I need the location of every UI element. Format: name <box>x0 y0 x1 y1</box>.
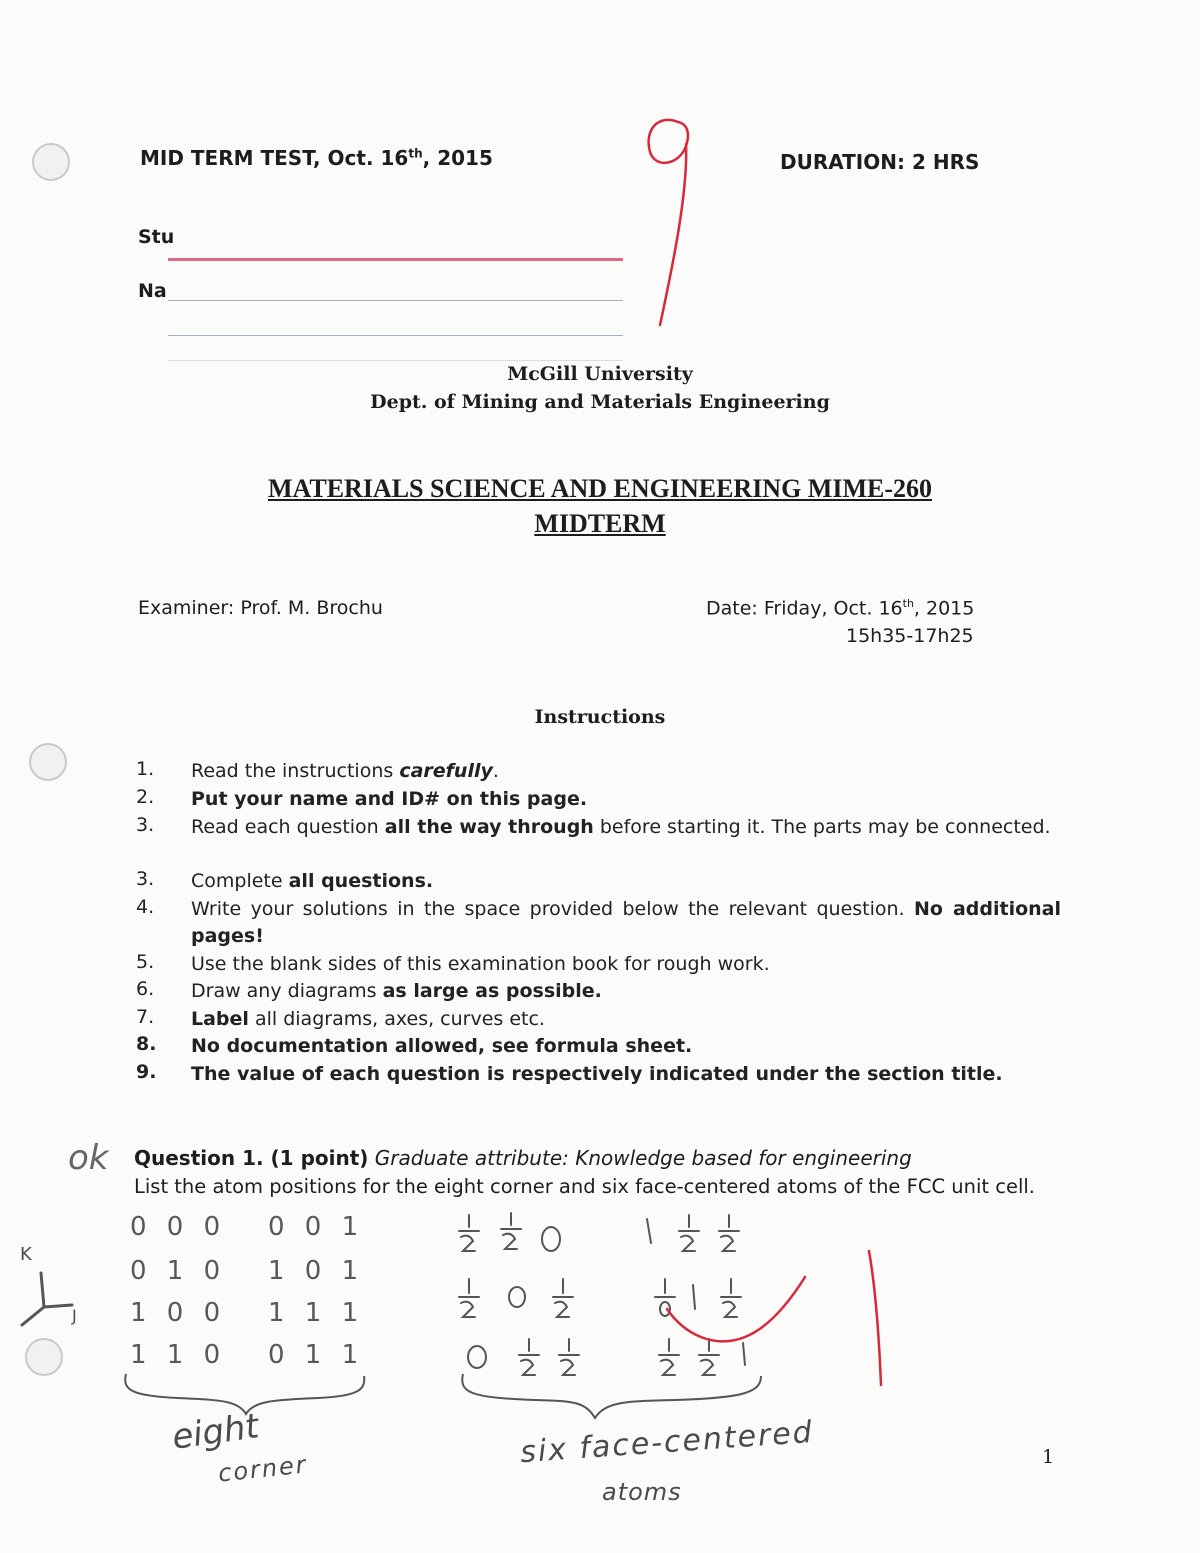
grade-mark-drawing <box>630 110 710 340</box>
page-number: 1 <box>1042 1446 1055 1468</box>
corner-atom-position: 0 1 1 <box>268 1340 365 1370</box>
course-title-line2: MIDTERM <box>534 509 666 538</box>
corner-atom-position: 0 1 0 <box>130 1256 227 1286</box>
instruction-number: 5. <box>136 951 155 973</box>
instruction-text-part: . <box>492 760 499 782</box>
instruction-text-part: Draw any diagrams <box>191 980 383 1002</box>
question1-score <box>870 1250 871 1251</box>
course-title-line1: MATERIALS SCIENCE AND ENGINEERING MIME-260 <box>267 474 933 503</box>
question1-prompt: List the atom positions for the eight corner and six face-centered atoms of the FCC unit cell. <box>134 1175 1036 1198</box>
axis-j-label: J <box>72 1306 77 1325</box>
instruction-text-part: all diagrams, axes, curves etc. <box>248 1008 545 1030</box>
name-line-2 <box>168 335 623 336</box>
instruction-text-part: The value of each question is respectively indicated under the section title. <box>191 1063 1003 1085</box>
duration: DURATION: 2 HRS <box>780 150 980 174</box>
corner-atom-position: 0 0 0 <box>130 1212 227 1242</box>
instruction-text-part: Read the instructions <box>191 760 400 782</box>
instruction-text <box>191 978 1061 1005</box>
corner-atom-position: 1 1 0 <box>130 1340 227 1370</box>
instruction-text-part: Read each question <box>191 816 385 838</box>
corner-caption-eight: eight <box>169 1406 262 1458</box>
instruction-text-part: as large as possible. <box>382 980 602 1002</box>
instruction-number: 9. <box>136 1061 157 1083</box>
instruction-text <box>191 758 1061 785</box>
student-id-line <box>168 258 623 261</box>
instruction-text-part: Use the blank sides of this examination book for rough work. <box>191 953 770 975</box>
test-title: MID TERM TEST, Oct. 16th, 2015 <box>140 146 493 170</box>
face-caption-line1: six face-centered <box>519 1414 815 1471</box>
exam-time: 15h35-17h25 <box>846 625 974 647</box>
instruction-text-part: Complete <box>191 870 289 892</box>
name-line-3 <box>168 360 623 361</box>
instruction-number: 6. <box>136 978 155 1000</box>
instruction-text-part: before starting it. The parts may be connected. <box>593 816 1051 838</box>
instruction-text-part: all the way through <box>384 816 594 838</box>
binder-hole-middle <box>29 743 67 781</box>
instruction-text-part: Put your name and ID# on this page. <box>191 788 588 810</box>
corner-atom-position: 1 0 1 <box>268 1256 365 1286</box>
instruction-text <box>191 951 1061 978</box>
corner-atom-position: 1 1 1 <box>268 1298 365 1328</box>
binder-hole-top <box>32 143 70 181</box>
grade-mark-value <box>650 110 651 111</box>
instructions-heading: Instructions <box>534 706 666 728</box>
university-name: McGill University <box>507 363 693 385</box>
red-correction-arc <box>655 1245 895 1395</box>
instruction-text-part: all questions. <box>288 870 434 892</box>
instruction-number: 3. <box>136 814 155 836</box>
instruction-number: 4. <box>136 896 155 918</box>
student-label: Stu <box>138 226 175 248</box>
instruction-text-part: No additional pages! <box>191 898 1061 947</box>
department-name: Dept. of Mining and Materials Engineering <box>370 391 830 413</box>
instruction-number: 8. <box>136 1033 157 1055</box>
ok-mark: ok <box>68 1138 109 1178</box>
name-label: Na <box>138 280 167 302</box>
examiner: Examiner: Prof. M. Brochu <box>138 597 383 619</box>
question1-heading: Question 1. (1 point) Graduate attribute: Knowledge based for engineering <box>134 1146 912 1170</box>
instruction-number: 1. <box>136 758 155 780</box>
instruction-text <box>191 786 1061 813</box>
instruction-text-part: Write your solutions in the space provided below the relevant question. <box>191 898 915 920</box>
instruction-text <box>191 1061 1061 1088</box>
binder-hole-bottom <box>25 1338 63 1376</box>
instruction-text <box>191 814 1061 841</box>
instruction-text <box>191 868 1061 895</box>
instruction-text-part: No documentation allowed, see formula sheet. <box>191 1035 693 1057</box>
name-line-1 <box>168 300 623 301</box>
instruction-number: 2. <box>136 786 155 808</box>
instruction-text <box>191 896 1061 950</box>
corner-atom-position: 1 0 0 <box>130 1298 227 1328</box>
instruction-text-part: Label <box>191 1008 249 1030</box>
face-caption-atoms: atoms <box>602 1478 682 1506</box>
corner-caption-corner: corner <box>216 1450 309 1488</box>
exam-date: Date: Friday, Oct. 16th, 2015 <box>706 597 975 620</box>
instruction-number: 3. <box>136 868 155 890</box>
instruction-text-part: carefully <box>399 760 493 782</box>
instruction-text <box>191 1006 1061 1033</box>
axis-k-label: K <box>20 1244 32 1265</box>
instruction-number: 7. <box>136 1006 155 1028</box>
corner-atom-position: 0 0 1 <box>268 1212 365 1242</box>
instruction-text <box>191 1033 1061 1060</box>
